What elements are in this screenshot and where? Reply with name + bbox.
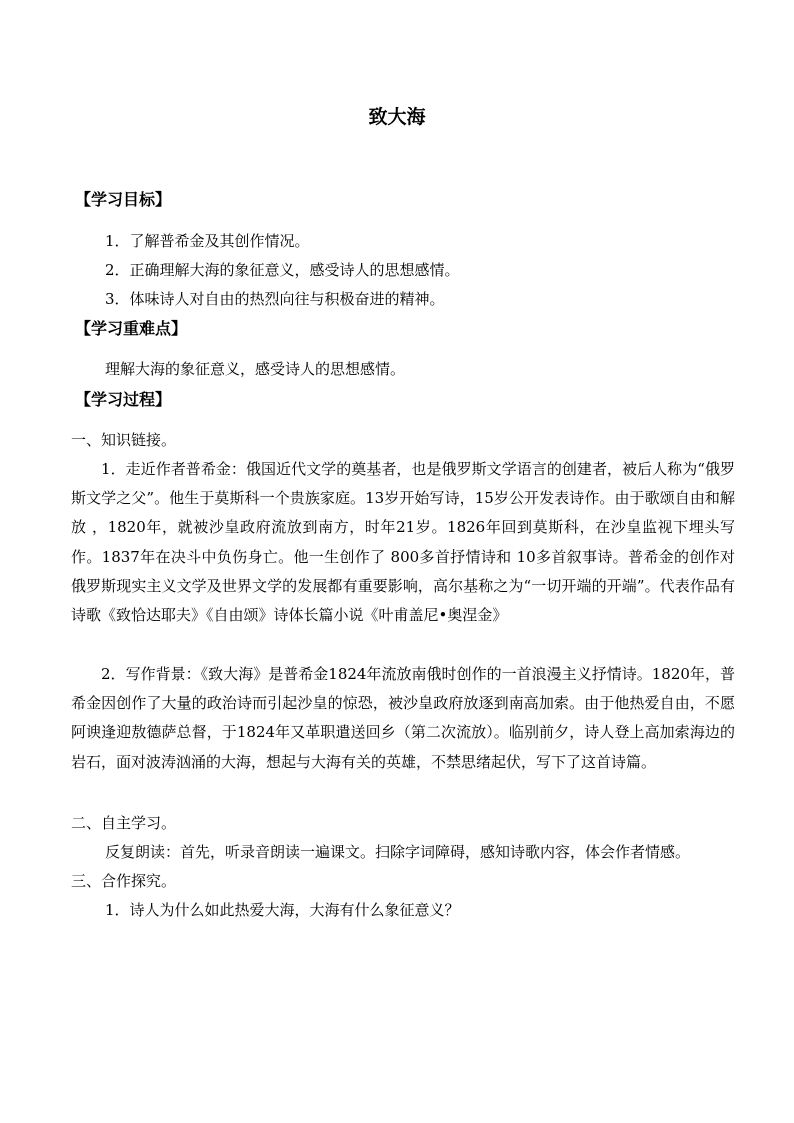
part3-question: 1．诗人为什么如此热爱大海，大海有什么象征意义？ [105, 901, 460, 919]
part1-heading: 一、知识链接。 [71, 431, 177, 449]
part2-heading: 二、自主学习。 [71, 814, 177, 832]
process-heading: 【学习过程】 [75, 390, 172, 409]
author-paragraph [71, 455, 735, 630]
key-points-heading: 【学习重难点】 [75, 319, 188, 338]
goal-item: 1．了解普希金及其创作情况。 [105, 232, 310, 250]
key-points-text: 理解大海的象征意义，感受诗人的思想感情。 [105, 360, 406, 378]
background-paragraph-text: 2．写作背景：《致大海》是普希金1824年流放南俄时创作的一首浪漫主义抒情诗。1820年，普希金因创作了大量的政治诗而引起沙皇的惊恐，被沙皇政府放逐到南高加索。由于他热爱自由，不愿阿谀逢迎敖德萨总督，于1824年又革职遣送回乡（第二次流放）。临别前夕，诗人登上高加索海边的岩石，面对波涛汹涌的大海，想起与大海有关的英雄，不禁思绪起伏，写下了这首诗篇。 [71, 665, 735, 771]
part2-text: 反复朗读：首先，听录音朗读一遍课文。扫除字词障碍，感知诗歌内容，体会作者情感。 [105, 843, 691, 861]
author-paragraph-text: 1．走近作者普希金：俄国近代文学的奠基者，也是俄罗斯文学语言的创建者，被后人称为“俄罗斯文学之父”。他生于莫斯科一个贵族家庭。13岁开始写诗，15岁公开发表诗作。由于歌颂自由和解放 ，1820年，就被沙皇政府流放到南方，时年21岁。1826年回到莫斯科，在沙皇监视下埋头写作。1837年在决斗中负伤身亡。他一生创作了 800多首抒情诗和 10多首叙事诗。普希金的创作对俄罗斯现实主义文学及世界文学的发展都有重要影响，高尔基称之为“一切开端的开端”。代表作品有诗歌《致恰达耶夫》《自由颂》诗体长篇小说《叶甫盖尼•奥涅金》 [71, 460, 735, 625]
background-paragraph [71, 660, 735, 777]
goal-item: 2．正确理解大海的象征意义，感受诗人的思想感情。 [105, 261, 460, 279]
goal-item: 3．体味诗人对自由的热烈向往与积极奋进的精神。 [105, 290, 445, 308]
part3-heading: 三、合作探究。 [71, 872, 177, 890]
goals-heading: 【学习目标】 [75, 190, 172, 209]
document-title: 致大海 [368, 106, 426, 128]
